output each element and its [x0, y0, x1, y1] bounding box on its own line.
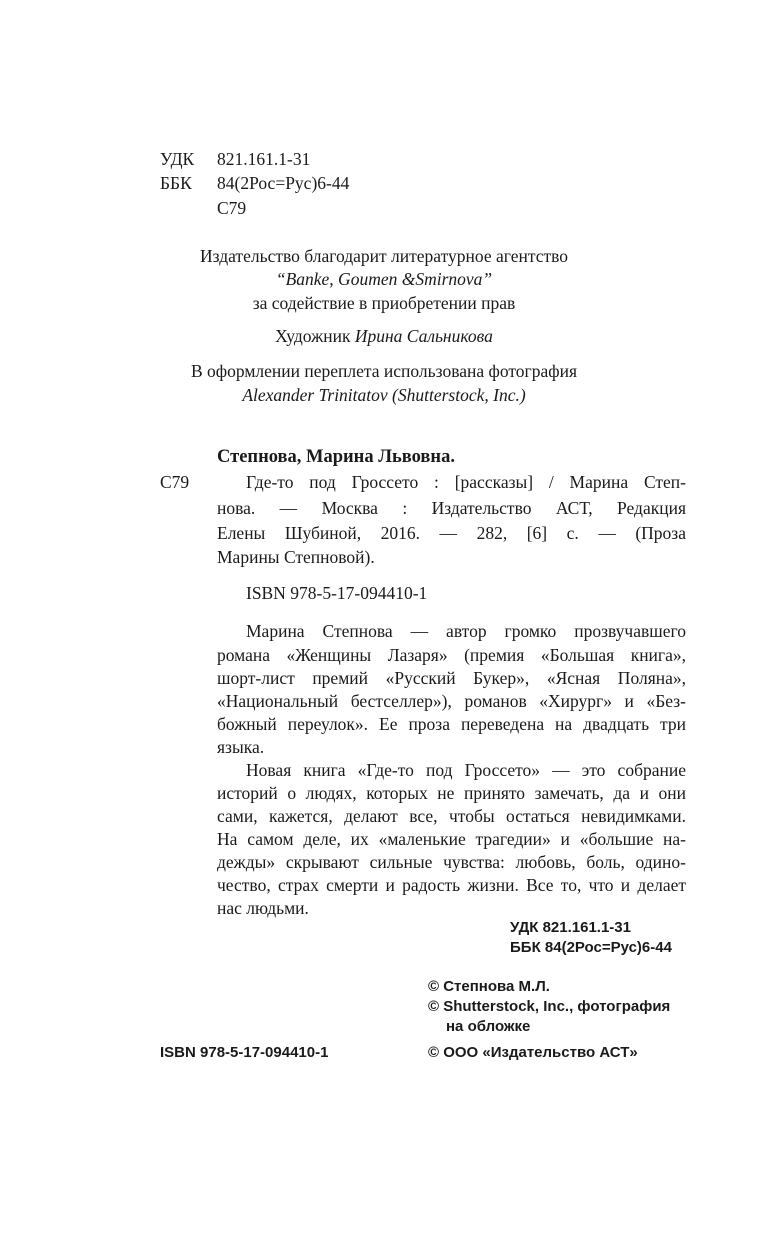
udk-label: УДК	[160, 149, 195, 169]
annotation-line: историй о людях, которых не принято замечать, да и они	[217, 783, 686, 803]
annotation-line: Новая книга «Где-то под Гроссето» — это собрание	[246, 760, 686, 780]
record-desc-line: Марины Степновой).	[217, 547, 375, 567]
annotation-line: «Национальный бестселлер»), романов «Хирург» и «Без-	[217, 691, 686, 711]
bbk-value: 84(2Рос=Рус)6-44	[217, 173, 350, 193]
annotation-line: дежды» скрывают сильные чувства: любовь, боль, одино-	[217, 852, 686, 872]
bottom-bbk: ББК 84(2Рос=Рус)6-44	[510, 939, 672, 956]
agency-name: “Banke, Goumen &Smirnova”	[275, 269, 493, 289]
author-mark-top: С79	[217, 198, 247, 218]
artist-name: Ирина Сальникова	[354, 326, 493, 346]
annotation-line: языка.	[217, 737, 265, 757]
bbk-label: ББК	[160, 173, 192, 193]
record-desc-line: Где-то под Гроссето : [рассказы] / Марина Степ-	[246, 472, 686, 492]
copyright-photo-cont: на обложке	[446, 1018, 531, 1035]
annotation-line: шорт-лист премий «Русский Букер», «Ясная Поляна»,	[217, 668, 686, 688]
artist-credit	[0, 325, 768, 348]
photo-credit-name: Alexander Trinitatov (Shutterstock, Inc.)	[242, 385, 526, 405]
artist-label: Художник	[275, 326, 351, 346]
annotation-line: романа «Женщины Лазаря» (премия «Большая книга»,	[217, 645, 686, 665]
bottom-udk: УДК 821.161.1-31	[510, 919, 631, 936]
record-desc-line: нова. — Москва : Издательство АСТ, Редакция	[217, 498, 686, 518]
annotation-line: божный переулок». Ее проза переведена на двадцать три	[217, 714, 686, 734]
agency-thanks-line: Издательство благодарит литературное агентство	[199, 246, 568, 266]
copyright-photo: © Shutterstock, Inc., фотография	[428, 998, 671, 1015]
author-mark-record: С79	[160, 472, 190, 492]
udk-value: 821.161.1-31	[217, 149, 311, 169]
photo-credit-line: В оформлении переплета использована фотография	[190, 361, 577, 381]
copyright-publisher: © ООО «Издательство АСТ»	[428, 1044, 638, 1061]
record-isbn: ISBN 978-5-17-094410-1	[246, 583, 428, 603]
bottom-isbn: ISBN 978-5-17-094410-1	[160, 1044, 329, 1061]
annotation-line: нас людьми.	[217, 898, 309, 918]
copyright-author: © Степнова М.Л.	[428, 978, 550, 995]
annotation-line: чество, страх смерти и радость жизни. Все то, что и делает	[217, 875, 686, 895]
annotation-line: Марина Степнова — автор громко прозвучавшего	[246, 621, 686, 641]
author-heading: Степнова, Марина Львовна.	[217, 447, 455, 467]
annotation-line: На самом деле, их «маленькие трагедии» и «большие на-	[217, 829, 686, 849]
annotation-line: сами, кажется, делают все, чтобы остаться невидимками.	[217, 806, 686, 826]
record-desc-line: Елены Шубиной, 2016. — 282, [6] с. — (Проза	[217, 523, 686, 543]
agency-rights-line: за содействие в приобретении прав	[252, 293, 516, 313]
